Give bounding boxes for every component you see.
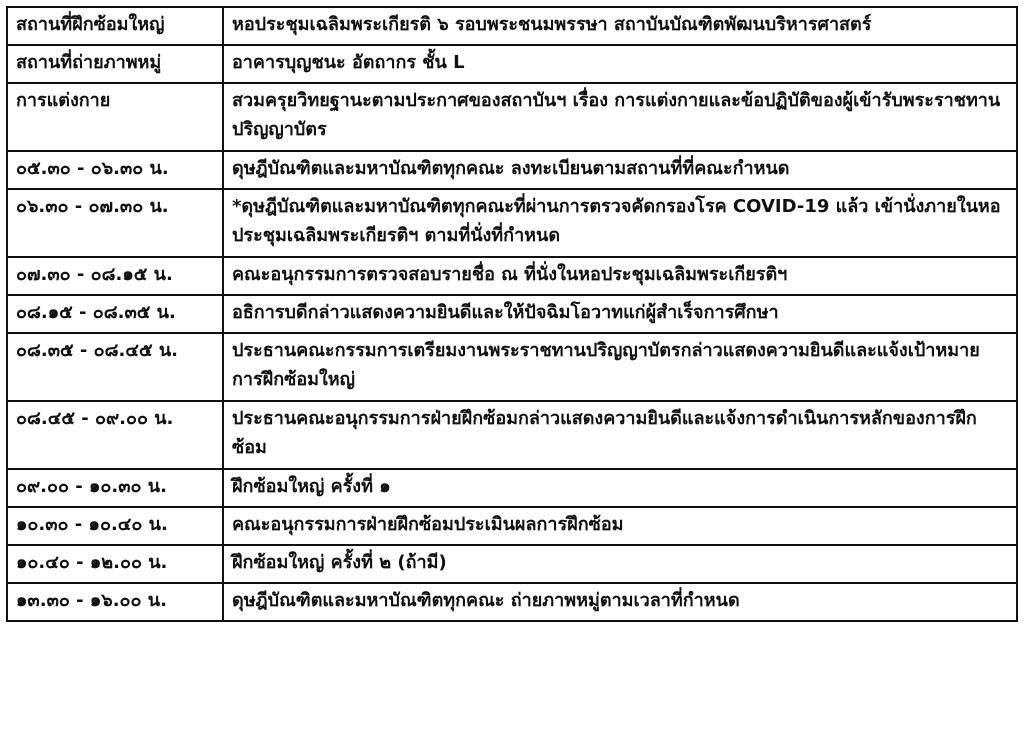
info-row-photo-location <box>7 45 1017 83</box>
schedule-activity: คณะอนุกรรมการตรวจสอบรายชื่อ ณ ที่นั่งในหอประชุมเฉลิมพระเกียรติฯ <box>223 257 1017 295</box>
schedule-time: ๐๗.๓๐ - ๐๘.๑๕ น. <box>7 257 223 295</box>
schedule-row <box>7 333 1017 401</box>
schedule-row <box>7 189 1017 257</box>
schedule-row <box>7 507 1017 545</box>
info-value: สวมครุยวิทยฐานะตามประกาศของสถาบันฯ เรื่อง การแต่งกายและข้อปฏิบัติของผู้เข้ารับพระราชทานปริญญาบัตร <box>223 83 1017 151</box>
rehearsal-schedule-table <box>6 6 1018 622</box>
info-label: สถานที่ฝึกซ้อมใหญ่ <box>7 7 223 45</box>
schedule-time: ๐๕.๓๐ - ๐๖.๓๐ น. <box>7 151 223 189</box>
schedule-time: ๐๙.๐๐ - ๑๐.๓๐ น. <box>7 469 223 507</box>
schedule-row <box>7 295 1017 333</box>
info-row-dress-code <box>7 83 1017 151</box>
schedule-time: ๐๘.๑๕ - ๐๘.๓๕ น. <box>7 295 223 333</box>
schedule-row <box>7 151 1017 189</box>
schedule-time: ๐๖.๓๐ - ๐๗.๓๐ น. <box>7 189 223 257</box>
info-value: อาคารบุญชนะ อัตถากร ชั้น L <box>223 45 1017 83</box>
schedule-row <box>7 583 1017 621</box>
info-label: สถานที่ถ่ายภาพหมู่ <box>7 45 223 83</box>
schedule-time: ๑๐.๓๐ - ๑๐.๔๐ น. <box>7 507 223 545</box>
rehearsal-schedule-document <box>6 6 1018 622</box>
schedule-activity: ฝึกซ้อมใหญ่ ครั้งที่ ๒ (ถ้ามี) <box>223 545 1017 583</box>
info-value: หอประชุมเฉลิมพระเกียรติ ๖ รอบพระชนมพรรษา สถาบันบัณฑิตพัฒนบริหารศาสตร์ <box>223 7 1017 45</box>
schedule-time: ๑๐.๔๐ - ๑๒.๐๐ น. <box>7 545 223 583</box>
schedule-activity: ประธานคณะกรรมการเตรียมงานพระราชทานปริญญาบัตรกล่าวแสดงความยินดีและแจ้งเป้าหมายการฝึกซ้อมใหญ่ <box>223 333 1017 401</box>
schedule-row <box>7 257 1017 295</box>
schedule-activity: ฝึกซ้อมใหญ่ ครั้งที่ ๑ <box>223 469 1017 507</box>
schedule-time: ๑๓.๓๐ - ๑๖.๐๐ น. <box>7 583 223 621</box>
schedule-activity: ดุษฎีบัณฑิตและมหาบัณฑิตทุกคณะ ถ่ายภาพหมู่ตามเวลาที่กำหนด <box>223 583 1017 621</box>
info-row-venue <box>7 7 1017 45</box>
schedule-row <box>7 545 1017 583</box>
schedule-activity: ดุษฎีบัณฑิตและมหาบัณฑิตทุกคณะ ลงทะเบียนตามสถานที่ที่คณะกำหนด <box>223 151 1017 189</box>
schedule-row <box>7 401 1017 469</box>
schedule-time: ๐๘.๓๕ - ๐๘.๔๕ น. <box>7 333 223 401</box>
schedule-activity: อธิการบดีกล่าวแสดงความยินดีและให้ปัจฉิมโอวาทแก่ผู้สำเร็จการศึกษา <box>223 295 1017 333</box>
schedule-row <box>7 469 1017 507</box>
schedule-activity: ประธานคณะอนุกรรมการฝ่ายฝึกซ้อมกล่าวแสดงความยินดีและแจ้งการดำเนินการหลักของการฝึกซ้อม <box>223 401 1017 469</box>
info-label: การแต่งกาย <box>7 83 223 151</box>
schedule-activity: คณะอนุกรรมการฝ่ายฝึกซ้อมประเมินผลการฝึกซ้อม <box>223 507 1017 545</box>
schedule-activity: *ดุษฎีบัณฑิตและมหาบัณฑิตทุกคณะที่ผ่านการตรวจคัดกรองโรค COVID-19 แล้ว เข้านั่งภายในหอประชุมเฉลิมพระเกียรติฯ ตามที่นั่งที่กำหนด <box>223 189 1017 257</box>
schedule-time: ๐๘.๔๕ - ๐๙.๐๐ น. <box>7 401 223 469</box>
